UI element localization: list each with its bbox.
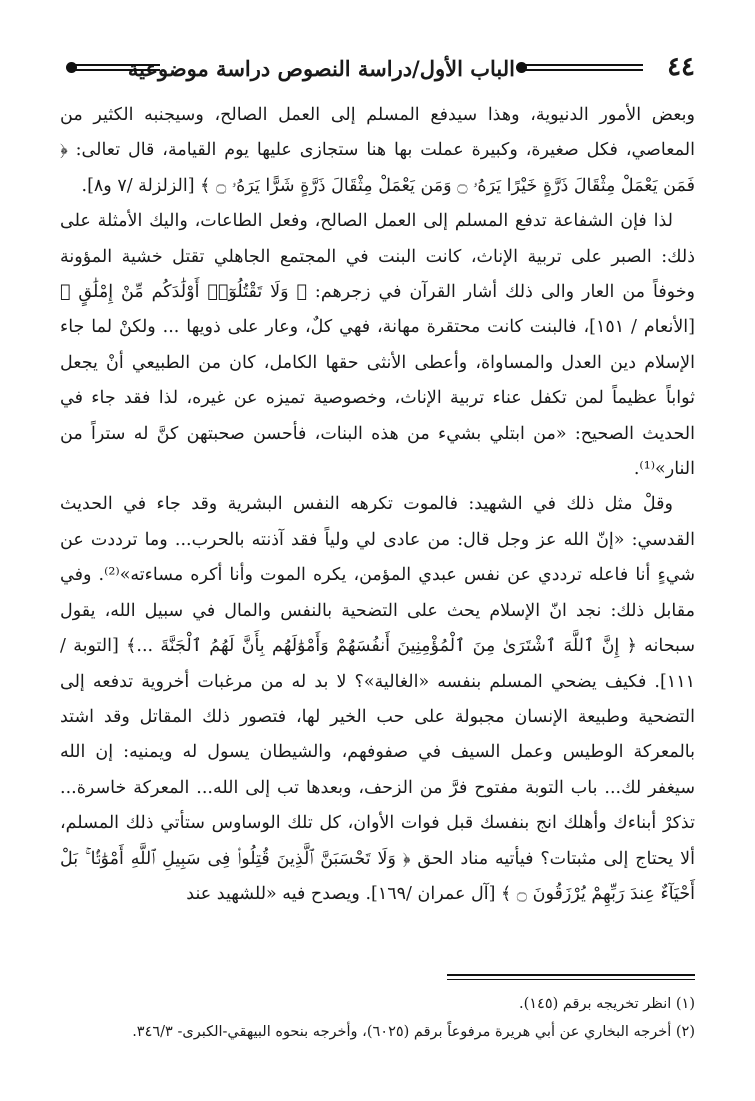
footnote: (٢) أخرجه البخاري عن أبي هريرة مرفوعاً برقم (٦٠٢٥)، وأخرجه بنحوه البيهقي-الكبرى- ٣٤٦/٣. bbox=[132, 1024, 695, 1040]
footnotes bbox=[60, 990, 695, 1046]
running-title: الباب الأول/دراسة النصوص دراسة موضوعية bbox=[127, 56, 515, 81]
header-rule bbox=[523, 64, 643, 71]
paragraph: لذا فإن الشفاعة تدفع المسلم إلى العمل الصالح، وفعل الطاعات، واليك الأمثلة على ذلك: الصبر على تربية الإناث، كانت البنت في المجتمع الجاهلي تقتل خشية المؤونة وخوفاً من العار والى ذلك أشار القرآن في زجرهم: ﴿ وَلَا تَقْتُلُوٓا۟ أَوْلَٰدَكُم مِّنْ إِمْلَٰقٍ ﴾ [الأنعام / ١٥١]، فالبنت كانت محتقرة مهانة، فهي كلٌ، وعار على ذويها ... ولكنْ لما جاء الإسلام دين العدل والمساواة، وأعطى الأنثى حقها الكامل، كان من الطبيعي أنْ يجعل ثواباً عظيماً لمن تكفل عناء تربية الإناث، وخصوصية تميزه عن غيره، لذا فقد جاء في الحديث الصحيح: «من ابتلي بشيء من هذه البنات، فأحسن صحبتهن كنَّ له ستراً من النار»⁽¹⁾. bbox=[60, 211, 695, 480]
page-header bbox=[60, 50, 695, 90]
header-rule bbox=[74, 64, 160, 71]
footnote-divider bbox=[447, 974, 695, 976]
footnote-divider bbox=[447, 979, 695, 980]
rule-dot-icon bbox=[66, 62, 77, 73]
footnote: (١) انظر تخريجه برقم (١٤٥). bbox=[518, 996, 695, 1012]
paragraph: وبعض الأمور الدنيوية، وهذا سيدفع المسلم إلى العمل الصالح، وسيجنبه الكثير من المعاصي، فكل صغيرة، وكبيرة عملت بها هنا ستجازى عليها يوم القيامة، قال تعالى: ﴿ فَمَن يَعْمَلْ مِثْقَالَ ذَرَّةٍ خَيْرًا يَرَهُۥ ۝ وَمَن يَعْمَلْ مِثْقَالَ ذَرَّةٍ شَرًّا يَرَهُۥ ۝ ﴾ [الزلزلة /٧ و٨]. bbox=[60, 105, 695, 196]
main-text bbox=[60, 98, 695, 912]
paragraph: وقلْ مثل ذلك في الشهيد: فالموت تكرهه النفس البشرية وقد جاء في الحديث القدسي: «إنّ الله عز وجل قال: من عادى لي ولياً فقد آذنته بالحرب... وما ترددت عن شيءٍ أنا فاعله ترددي عن نفس عبدي المؤمن، يكره الموت وأنا أكره مساءته»⁽²⁾. وفي مقابل ذلك: نجد انّ الإسلام يحث على التضحية بالنفس والمال في سبيل الله، يقول سبحانه ﴿ إِنَّ ٱللَّهَ ٱشْتَرَىٰ مِنَ ٱلْمُؤْمِنِينَ أَنفُسَهُمْ وَأَمْوَٰلَهُم بِأَنَّ لَهُمُ ٱلْجَنَّةَ ...﴾ [التوبة / ١١١]. فكيف يضحي المسلم بنفسه «الغالية»؟ لا بد له من مرغبات أخروية تدفعه إلى التضحية وطبيعة الإنسان مجبولة على حب الخير لها، فتصور ذلك المقاتل وقد اشتد بالمعركة الوطيس وعمل السيف في صفوفهم، والشيطان يسول له ويمنيه: إن الله سيغفر لك... باب التوبة مفتوح فرَّ من الزحف، وبعدها تب إلى الله... المعركة خاسرة... تذكرْ أبناءك وأهلك انج بنفسك قبل فوات الأوان، كل تلك الوساوس ستأتي ذلك المسلم، ألا يحتاج إلى مثبتات؟ فيأتيه مناد الحق ﴿ وَلَا تَحْسَبَنَّ ٱلَّذِينَ قُتِلُوا۟ فِى سَبِيلِ ٱللَّهِ أَمْوَٰتًۢا ۚ بَلْ أَحْيَآءٌ عِندَ رَبِّهِمْ يُرْزَقُونَ ۝ ﴾ [آل عمران /١٦٩]. ويصدح فيه «للشهيد عند bbox=[60, 494, 695, 904]
page-number: ٤٤ bbox=[667, 52, 695, 82]
